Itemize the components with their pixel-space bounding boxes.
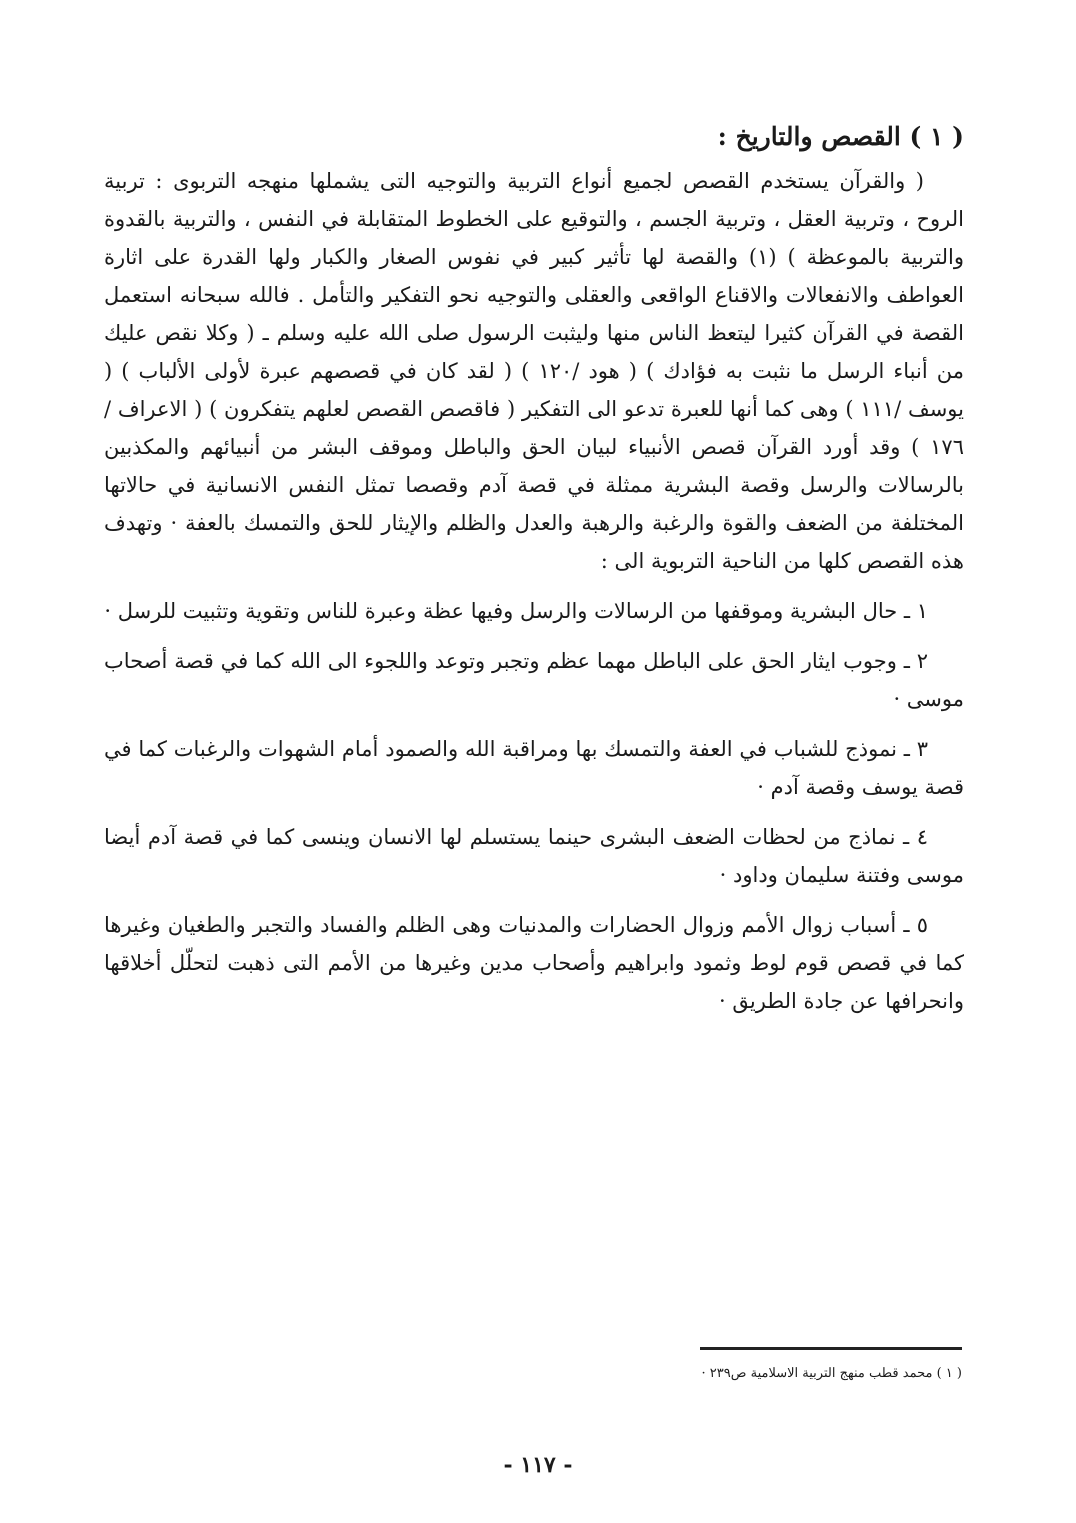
footnote: ( ١ ) محمد قطب منهج التربية الاسلامية ص٢٣٩ ·: [701, 1366, 962, 1381]
list-item: ٣ ـ نموذج للشباب في العفة والتمسك بها ومراقبة الله والصمود أمام الشهوات والرغبات كما في قصة يوسف وقصة آدم ·: [104, 737, 964, 799]
section-heading: ( ١ ) القصص والتاريخ :: [717, 122, 964, 151]
footnote-divider: [700, 1347, 962, 1350]
page-number: - ١١٧ -: [503, 1452, 573, 1478]
main-text-block: [104, 118, 964, 1032]
intro-paragraph: ( والقرآن يستخدم القصص لجميع أنواع التربية والتوجيه التى يشملها منهجه التربوى : تربية الروح ، وتربية العقل ، وتربية الجسم ، والتوقيع على الخطوط المتقابلة في النفس ، والتربية بالقدوة والتربية بالموعظة ) (١) والقصة لها تأثير كبير في نفوس الصغار والكبار ولها القدرة على اثارة العواطف والانفعالات والاقناع الواقعى والعقلى والتوجيه نحو التفكير والتأمل . فالله سبحانه استعمل القصة في القرآن كثيرا ليتعظ الناس منها وليثبت الرسول صلى الله عليه وسلم ـ ( وكلا نقص عليك من أنباء الرسل ما نثبت به فؤادك ) ( هود /١٢٠ ) ( لقد كان في قصصهم عبرة لأولى الألباب ) ( يوسف /١١١ ) وهى كما أنها للعبرة تدعو الى التفكير ( فاقصص القصص لعلهم يتفكرون ) ( الاعراف /١٧٦ ) وقد أورد القرآن قصص الأنبياء لبيان الحق والباطل وموقف البشر من أنبيائهم والمكذبين بالرسالات والرسل وقصة البشرية ممثلة في قصة آدم وقصصا تمثل النفس الانسانية في حالاتها المختلفة من الضعف والقوة والرغبة والرهبة والعدل والظلم والإيثار للحق والتمسك بالعفة · وتهدف هذه القصص كلها من الناحية التربوية الى :: [104, 169, 965, 573]
list-item: ٥ ـ أسباب زوال الأمم وزوال الحضارات والمدنيات وهى الظلم والفساد والتجبر والطغيان وغيرها كما في قصص قوم لوط وثمود وابراهيم وأصحاب مدين وغيرها من الأمم التى ذهبت لتحلّل أخلاقها وانحرافها عن جادة الطريق ·: [104, 913, 964, 1013]
list-item: ٢ ـ وجوب ايثار الحق على الباطل مهما عظم وتجبر وتوعد واللجوء الى الله كما في قصة أصحاب موسى ·: [104, 649, 964, 711]
list-item: ١ ـ حال البشرية وموقفها من الرسالات والرسل وفيها عظة وعبرة للناس وتقوية وتثبيت للرسل ·: [104, 599, 928, 623]
list-item: ٤ ـ نماذج من لحظات الضعف البشرى حينما يستسلم لها الانسان وينسى كما في قصة آدم أيضا موسى وفتنة سليمان وداود ·: [104, 825, 964, 887]
